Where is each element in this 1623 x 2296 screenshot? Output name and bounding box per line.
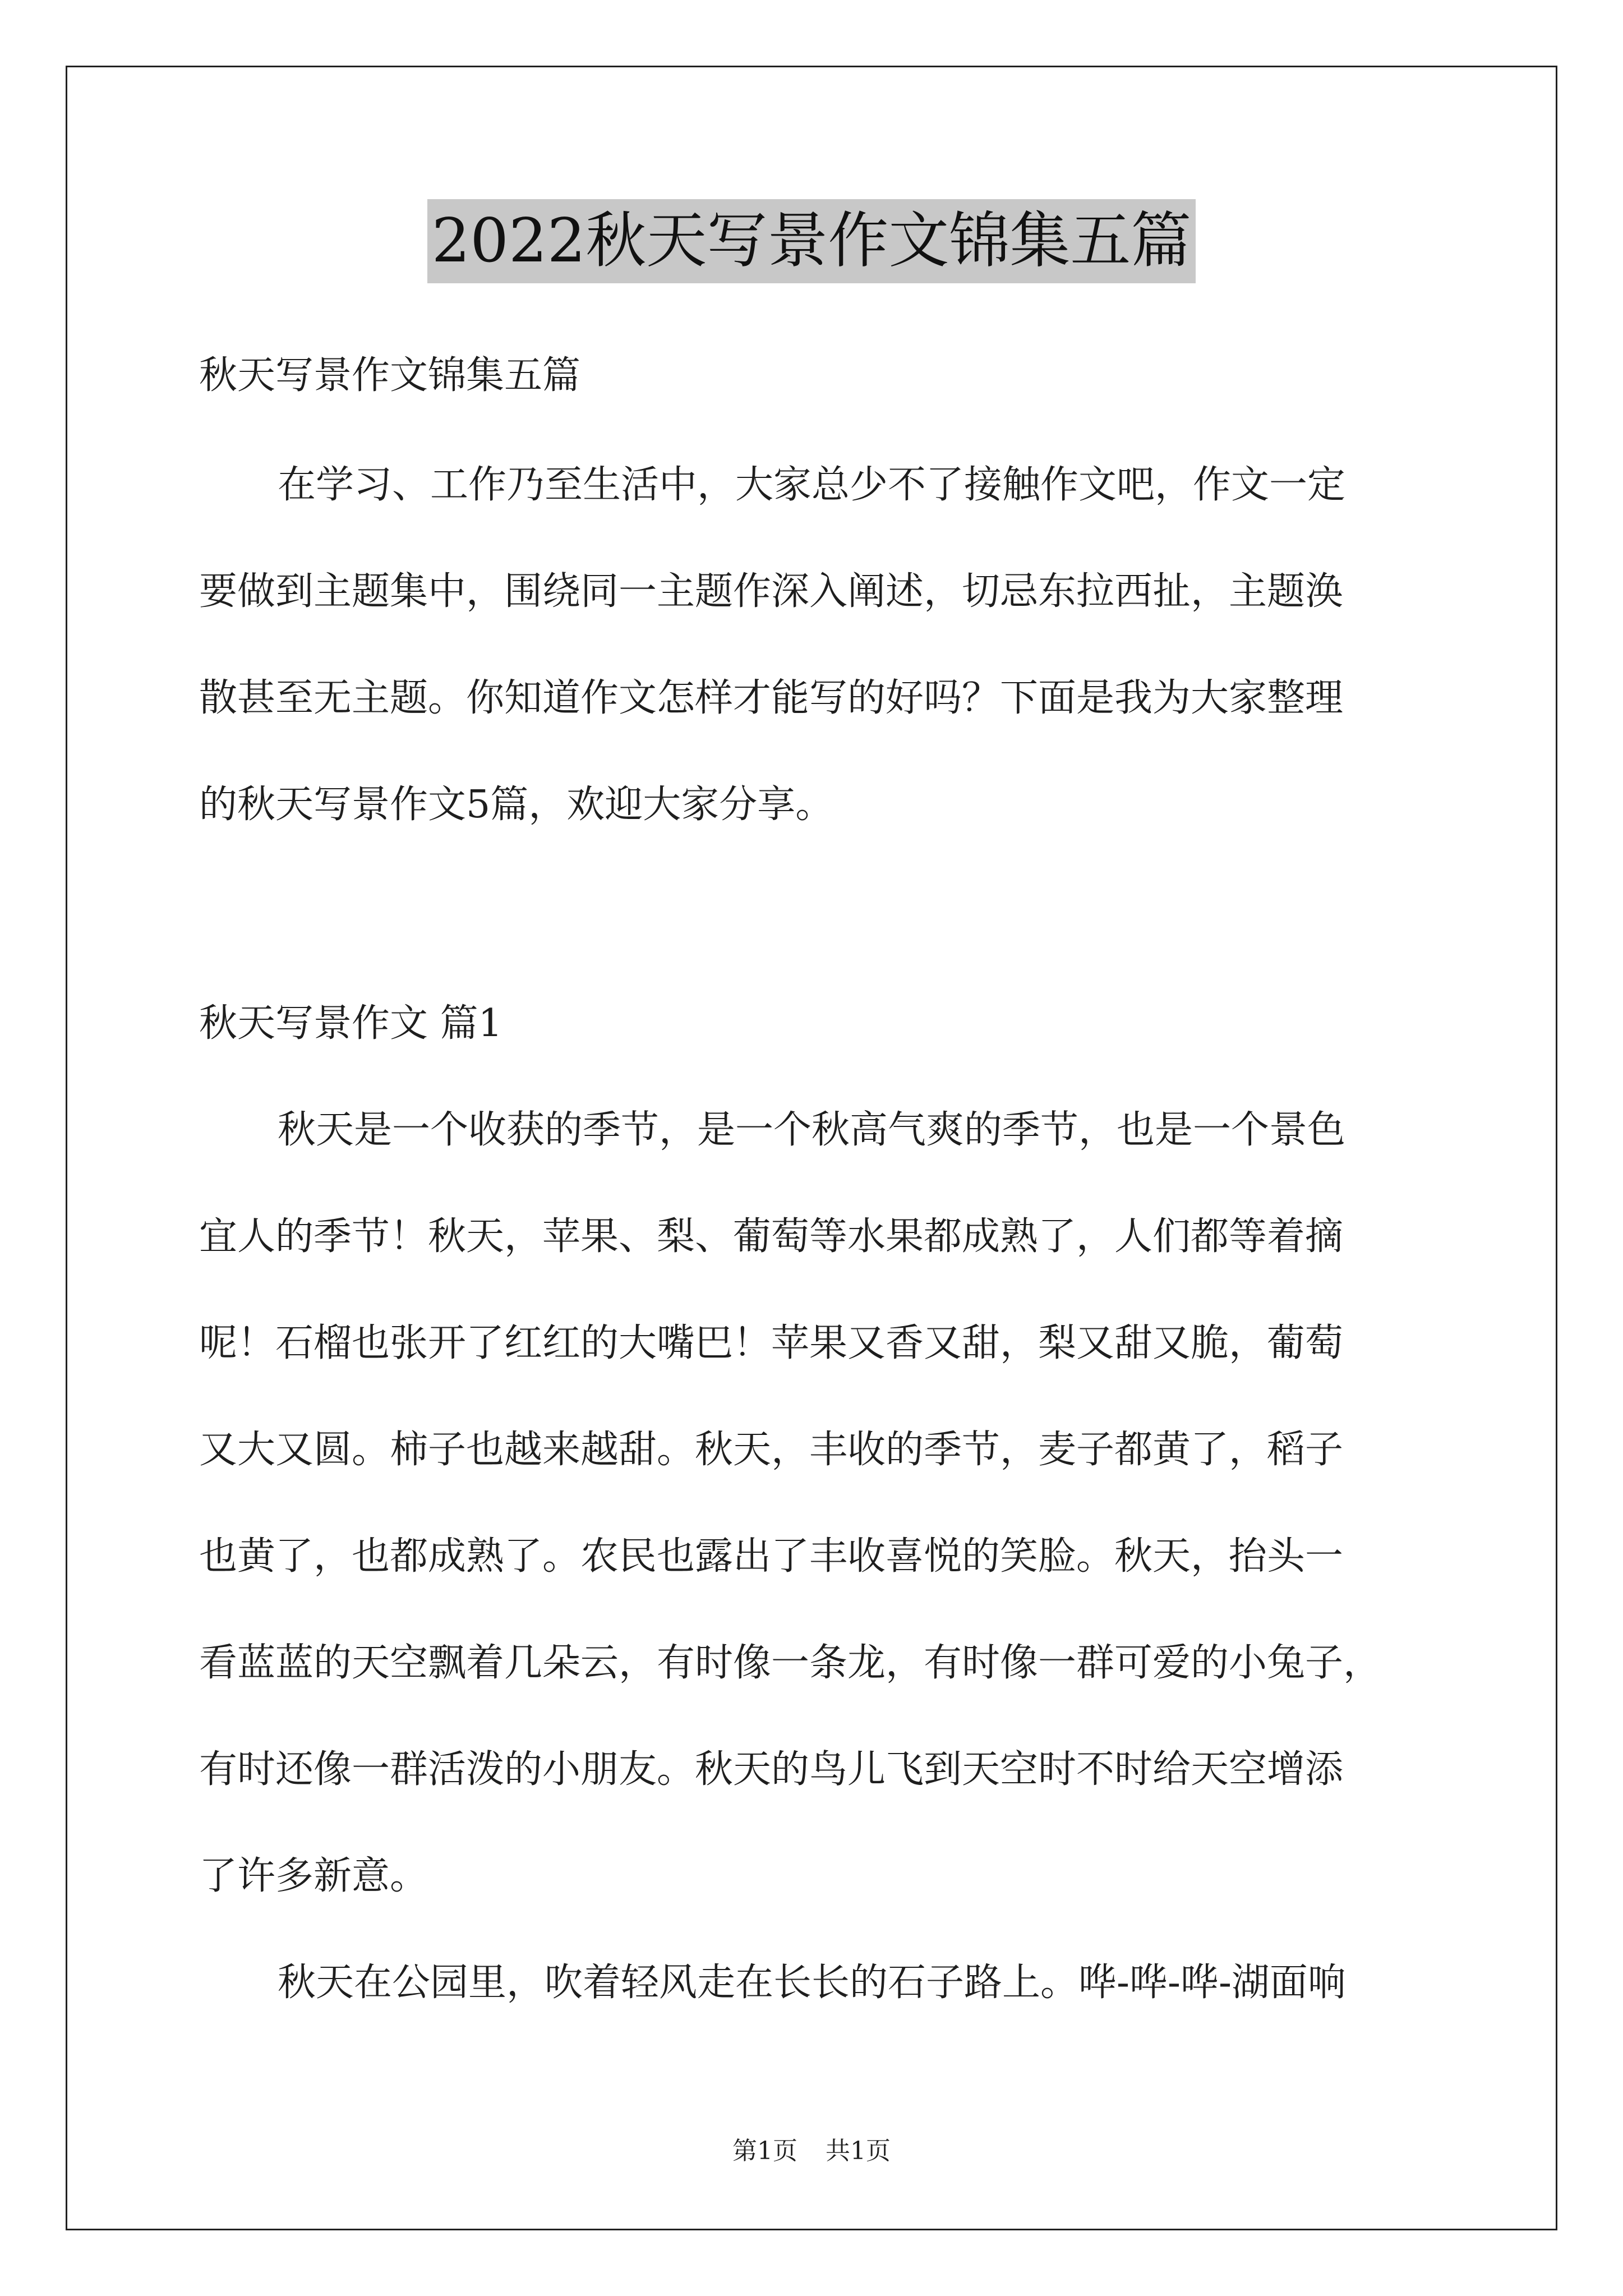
body-line: 了许多新意。 [199, 1854, 428, 1898]
subtitle: 秋天写景作文锦集五篇 [199, 353, 581, 398]
intro-line: 散甚至无主题。你知道作文怎样才能写的好吗？下面是我为大家整理 [199, 676, 1344, 720]
page-footer [0, 2134, 1623, 2168]
section-heading: 秋天写景作文 篇1 [199, 1001, 502, 1046]
intro-line: 要做到主题集中，围绕同一主题作深入阐述，切忌东拉西扯，主题涣 [199, 569, 1344, 614]
body-line: 有时还像一群活泼的小朋友。秋天的鸟儿飞到天空时不时给天空增添 [199, 1747, 1344, 1792]
page-total: 共1页 [826, 2137, 891, 2165]
body-line: 秋天是一个收获的季节，是一个秋高气爽的季节，也是一个景色 [278, 1108, 1346, 1152]
page-number: 第1页 [732, 2137, 797, 2165]
title-block [0, 199, 1623, 283]
body-line: 宜人的季节！秋天，苹果、梨、葡萄等水果都成熟了，人们都等着摘 [199, 1214, 1344, 1259]
body-line: 看蓝蓝的天空飘着几朵云，有时像一条龙，有时像一群可爱的小兔子， [199, 1641, 1382, 1685]
body-line: 又大又圆。柿子也越来越甜。秋天，丰收的季节，麦子都黄了，稻子 [199, 1428, 1344, 1472]
body-line: 秋天在公园里，吹着轻风走在长长的石子路上。哗-哗-哗-湖面响 [278, 1961, 1346, 2005]
intro-line: 在学习、工作乃至生活中，大家总少不了接触作文吧，作文一定 [278, 463, 1346, 507]
document-title: 2022秋天写景作文锦集五篇 [427, 199, 1196, 283]
body-line: 呢！石榴也张开了红红的大嘴巴！苹果又香又甜，梨又甜又脆，葡萄 [199, 1321, 1344, 1365]
body-line: 也黄了，也都成熟了。农民也露出了丰收喜悦的笑脸。秋天，抬头一 [199, 1534, 1344, 1579]
intro-line: 的秋天写景作文5篇，欢迎大家分享。 [199, 783, 834, 827]
